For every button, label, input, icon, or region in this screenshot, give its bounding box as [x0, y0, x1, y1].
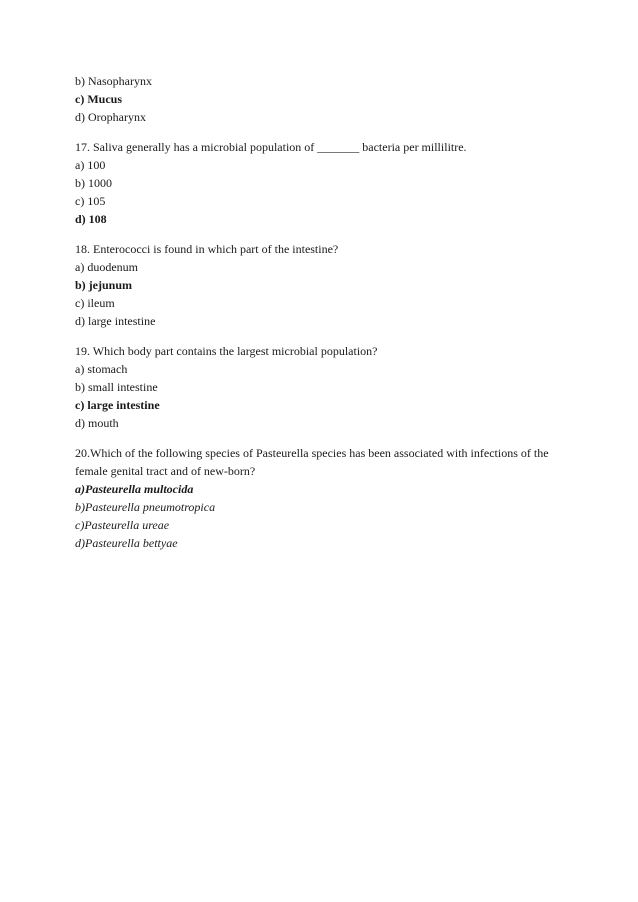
q19-question: 19. Which body part contains the largest microbial population?: [75, 344, 378, 358]
document-page: [75, 72, 575, 552]
q19-option-d: d) mouth: [75, 416, 119, 430]
q17-option-d-answer: d) 108: [75, 212, 107, 226]
q18-option-b-answer: b) jejunum: [75, 278, 133, 292]
q18-question: 18. Enterococci is found in which part of the intestine?: [75, 242, 339, 256]
question-17: [75, 138, 575, 228]
q17-option-c: c) 105: [75, 194, 106, 208]
q20-option-a-answer: a)Pasteurella multocida: [75, 482, 194, 496]
q19-option-a: a) stomach: [75, 362, 128, 376]
q19-option-c-answer: c) large intestine: [75, 398, 160, 412]
q18-option-a: a) duodenum: [75, 260, 138, 274]
question-19: [75, 342, 575, 432]
q16-option-d: d) Oropharynx: [75, 110, 146, 124]
q17-option-b: b) 1000: [75, 176, 112, 190]
question-20: [75, 444, 575, 552]
q16-options: [75, 72, 575, 126]
question-18: [75, 240, 575, 330]
q20-option-d: d)Pasteurella bettyae: [75, 536, 178, 550]
q16-option-b: b) Nasopharynx: [75, 74, 152, 88]
q18-option-c: c) ileum: [75, 296, 115, 310]
q20-question: 20.Which of the following species of Pasteurella species has been associated with infections of the female genital tract and of new-born?: [75, 446, 549, 478]
q20-option-c: c)Pasteurella ureae: [75, 518, 170, 532]
q17-option-a: a) 100: [75, 158, 106, 172]
q16-option-c-answer: c) Mucus: [75, 92, 122, 106]
q19-option-b: b) small intestine: [75, 380, 158, 394]
q18-option-d: d) large intestine: [75, 314, 156, 328]
q17-question: 17. Saliva generally has a microbial population of _______ bacteria per millilitre.: [75, 140, 467, 154]
q20-option-b: b)Pasteurella pneumotropica: [75, 500, 216, 514]
